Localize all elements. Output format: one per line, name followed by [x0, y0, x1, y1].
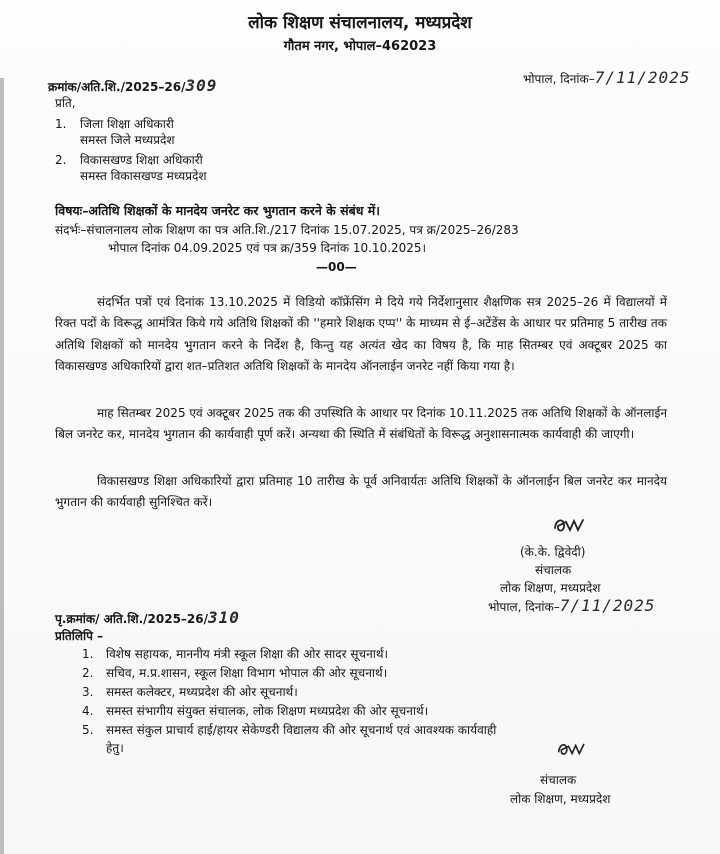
recipient-2-scope: समस्त विकासखण्ड मध्यप्रदेश: [80, 169, 207, 183]
letter-date-label: भोपाल, दिनांक–: [523, 72, 595, 86]
recipient-1-title: जिला शिक्षा अधिकारी: [80, 117, 174, 131]
signatory-date: [488, 598, 655, 615]
office-title: लोक शिक्षण संचालनालय, मध्यप्रदेश: [248, 13, 472, 33]
recipient-1-number: 1.: [55, 117, 67, 131]
copy-item-3-text: समस्त कलेक्टर, मध्यप्रदेश की ओर सूचनार्थ।: [106, 685, 298, 699]
copy-item-3-number: 3.: [82, 685, 94, 699]
copy-item-2-text: सचिव, म.प्र.शासन, स्कूल शिक्षा विभाग भोपाल की ओर सूचनार्थ।: [106, 666, 388, 680]
recipient-2-number: 2.: [55, 153, 67, 167]
reference-line-1: संदर्भः–संचालनालय लोक शिक्षण का पत्र अति.शि./217 दिनांक 15.07.2025, पत्र क्र/2025–26/283: [55, 223, 519, 237]
signatory-2-designation: संचालक: [540, 773, 577, 787]
body-paragraph-3: विकासखण्ड शिक्षा अधिकारियों द्वारा प्रतिमाह 10 तारीख के पूर्व अनिवार्यतः अतिथि शिक्षकों के ऑनलाईन बिल जनरेट कर मानदेय भुगतान की कार्यवाही सुनिश्चित करें।: [55, 474, 667, 510]
recipient-1-scope: समस्त जिले मध्यप्रदेश: [80, 133, 175, 147]
copy-to-label: प्रतिलिपि –: [55, 629, 104, 643]
endorsement-number-prefix: पृ.क्रमांक/ अति.शि./2025–26/: [55, 612, 209, 626]
signatory-date-handwritten: 7/11/2025: [559, 596, 656, 615]
subject-line: विषयः–अतिथि शिक्षकों के मानदेय जनरेट कर भुगतान करने के संबंध में।: [55, 203, 380, 218]
letter-date: [523, 70, 690, 87]
to-label: प्रति,: [55, 96, 76, 110]
letter-date-handwritten: 7/11/2025: [594, 68, 691, 87]
signatory-designation: संचालक: [535, 563, 572, 577]
recipient-2-title: विकासखण्ड शिक्षा अधिकारी: [80, 153, 203, 167]
body-paragraph-1: संदर्भित पत्रों एवं दिनांक 13.10.2025 में विडियो कॉफ्रेंसिंग मे दिये गये निर्देशानुसार शैक्षणिक सत्र 2025–26 में विद्यालयों में रिक्त पदों के विरूद्ध आमंत्रित किये गये अतिथि शिक्षकों की ''हमारे शिक्षक एप्प'' के माध्यम से ई–अटेंडेंस के आधार पर प्रतिमाह 5 तारीख तक अतिथि शिक्षकों को मानदेय भुगतान करने के निर्देश है, किन्तु यह अत्यंत खेद का विषय है, कि माह सितम्बर एवं अक्टूबर 2025 का विकासखण्ड अधिकारियों द्वारा शत–प्रतिशत अतिथि शिक्षकों के मानदेय ऑनलाईन जनरेट नहीं किया गया है।: [55, 295, 667, 374]
copy-item-5-text-continued: हेतु।: [106, 741, 124, 755]
signatory-office: लोक शिक्षण, मध्यप्रदेश: [500, 581, 601, 595]
copy-item-5-text: समस्त संकुल प्राचार्य हाई/हायर सेकेण्डरी विद्यालय की ओर सूचनार्थ एवं आवश्यक कार्यवाही: [106, 723, 497, 737]
letter-number-prefix: क्रमांक/अति.शि./2025–26/: [48, 80, 186, 94]
separator: —00—: [316, 260, 357, 274]
signatory-name: (के.के. द्विवेदी): [520, 545, 586, 559]
signatory-2-office: लोक शिक्षण, मध्यप्रदेश: [510, 792, 611, 806]
office-address: गौतम नगर, भोपाल–462023: [283, 39, 437, 54]
endorsement-number-handwritten: 310: [208, 608, 240, 627]
copy-item-4-number: 4.: [82, 704, 94, 718]
reference-line-2: भोपाल दिनांक 04.09.2025 एवं पत्र क्र/359 दिनांक 10.10.2025।: [108, 241, 427, 255]
copy-item-4-text: समस्त संभागीय संयुक्त संचालक, लोक शिक्षण मध्यप्रदेश की ओर सूचनार्थ।: [106, 704, 429, 718]
body-paragraph-2: माह सितम्बर 2025 एवं अक्टूबर 2025 तक की उपस्थिति के आधार पर दिनांक 10.11.2025 तक अतिथि शिक्षकों के ऑनलाईन बिल जनरेट कर, मानदेय भुगतान की कार्यवाही पूर्ण करें। अन्यथा की स्थिति में संबंधितों के विरूद्ध अनुशासनात्मक कार्यवाही की जाएगी।: [55, 406, 667, 442]
copy-item-1-number: 1.: [82, 647, 94, 661]
letter-number-handwritten: 309: [185, 76, 218, 95]
copy-item-5-number: 5.: [82, 723, 94, 737]
endorsement-number: [55, 610, 240, 627]
copy-item-2-number: 2.: [82, 666, 94, 680]
signatory-date-label: भोपाल, दिनांक–: [488, 600, 560, 614]
letter-number: [48, 78, 217, 95]
signature-1: [552, 514, 590, 536]
copy-item-1-text: विशेष सहायक, माननीय मंत्री स्कूल शिक्षा की ओर सादर सूचनार्थ।: [106, 647, 389, 661]
scan-edge: [0, 78, 4, 854]
signature-2: [556, 738, 590, 760]
